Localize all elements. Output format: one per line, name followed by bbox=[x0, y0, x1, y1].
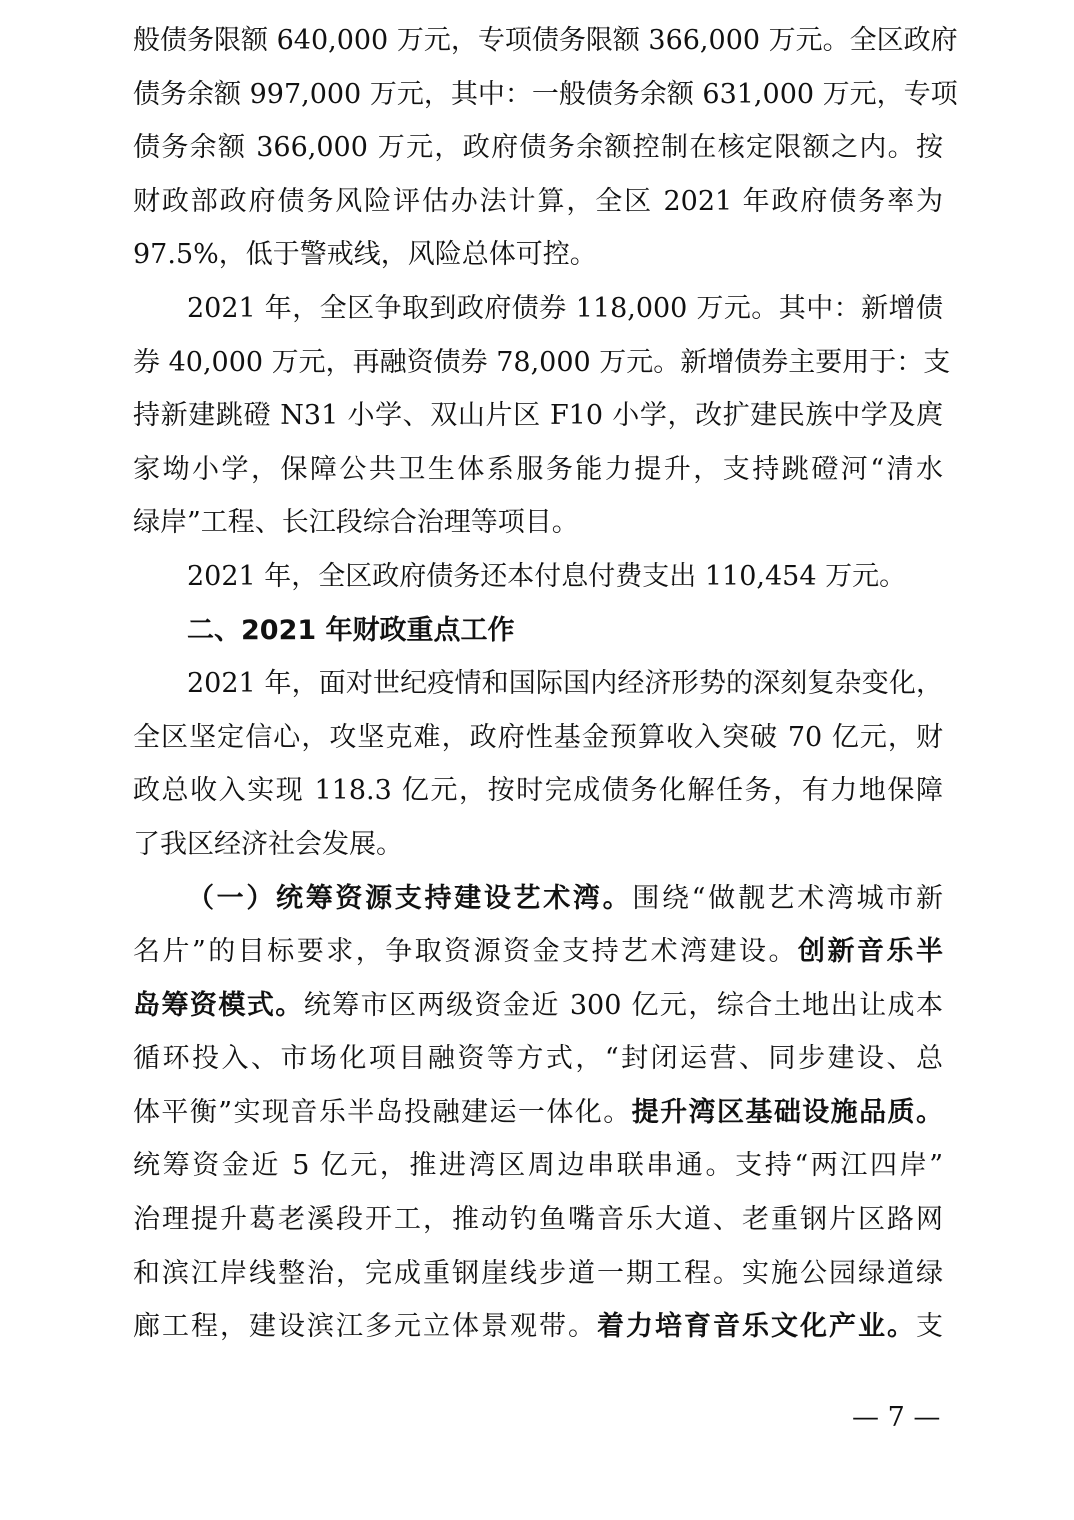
bold-lead: 着力培育音乐文化产业。 bbox=[597, 1311, 916, 1343]
text-line: 97.5%，低于警戒线，风险总体可控。 bbox=[133, 239, 597, 271]
text-run: 廊工程，建设滨江多元立体景观带。 bbox=[133, 1311, 597, 1343]
text-line: 券 40,000 万元，再融资债券 78,000 万元。新增债券主要用于：支 bbox=[133, 346, 951, 378]
text-line: 2021 年，面对世纪疫情和国际国内经济形势的深刻复杂变化， bbox=[187, 668, 943, 700]
bold-lead: （一）统筹资源支持建设艺术湾。 bbox=[187, 882, 633, 914]
text-line bbox=[133, 1300, 943, 1354]
text-line: 债务余额 997,000 万元，其中：一般债务余额 631,000 万元，专项 bbox=[133, 78, 958, 110]
text-line: 2021 年，全区争取到政府债券 118,000 万元。其中：新增债 bbox=[187, 292, 943, 324]
text-line: 财政部政府债务风险评估办法计算，全区 2021 年政府债务率为 bbox=[133, 185, 943, 217]
text-line: 债务余额 366,000 万元，政府债务余额控制在核定限额之内。按 bbox=[133, 132, 943, 164]
bold-lead: 岛筹资模式。 bbox=[133, 989, 304, 1021]
text-line bbox=[133, 925, 943, 979]
text-line: 了我区经济社会发展。 bbox=[133, 828, 403, 860]
text-line: 治理提升葛老溪段开工，推动钓鱼嘴音乐大道、老重钢片区路网 bbox=[133, 1204, 943, 1236]
bold-lead: 提升湾区基础设施品质。 bbox=[631, 1096, 943, 1128]
text-line: 统筹资金近 5 亿元，推进湾区周边串联串通。支持“两江四岸” bbox=[133, 1150, 943, 1182]
text-line bbox=[133, 979, 943, 1033]
section-heading: 二、2021 年财政重点工作 bbox=[187, 614, 515, 646]
text-line: 持新建跳磴 N31 小学、双山片区 F10 小学，改扩建民族中学及庹 bbox=[133, 400, 943, 432]
text-run: 名片”的目标要求，争取资源资金支持艺术湾建设。 bbox=[133, 936, 799, 968]
text-line: 政总收入实现 118.3 亿元，按时完成债务化解任务，有力地保障 bbox=[133, 775, 943, 807]
text-line: 循环投入、市场化项目融资等方式，“封闭运营、同步建设、总 bbox=[133, 1043, 943, 1075]
document-body bbox=[133, 14, 958, 1354]
text-line bbox=[133, 872, 943, 926]
text-line: 2021 年，全区政府债务还本付息付费支出 110,454 万元。 bbox=[187, 560, 907, 592]
text-line: 和滨江岸线整治，完成重钢崖线步道一期工程。实施公园绿道绿 bbox=[133, 1257, 943, 1289]
bold-lead: 创新音乐半 bbox=[798, 936, 944, 968]
text-line: 般债务限额 640,000 万元，专项债务限额 366,000 万元。全区政府 bbox=[133, 25, 958, 56]
text-run: 体平衡”实现音乐半岛投融建运一体化。 bbox=[133, 1096, 632, 1128]
text-line: 家坳小学，保障公共卫生体系服务能力提升，支持跳磴河“清水 bbox=[133, 453, 943, 485]
text-line: 绿岸”工程、长江段综合治理等项目。 bbox=[133, 507, 579, 539]
text-run: 围绕“做靓艺术湾城市新 bbox=[632, 882, 943, 914]
text-line: 全区坚定信心，攻坚克难，政府性基金预算收入突破 70 亿元，财 bbox=[133, 721, 943, 753]
text-line bbox=[133, 1086, 943, 1140]
text-run: 支 bbox=[916, 1311, 943, 1343]
page-number: — 7 — bbox=[852, 1402, 941, 1433]
text-run: 统筹市区两级资金近 300 亿元，综合土地出让成本 bbox=[303, 989, 943, 1021]
